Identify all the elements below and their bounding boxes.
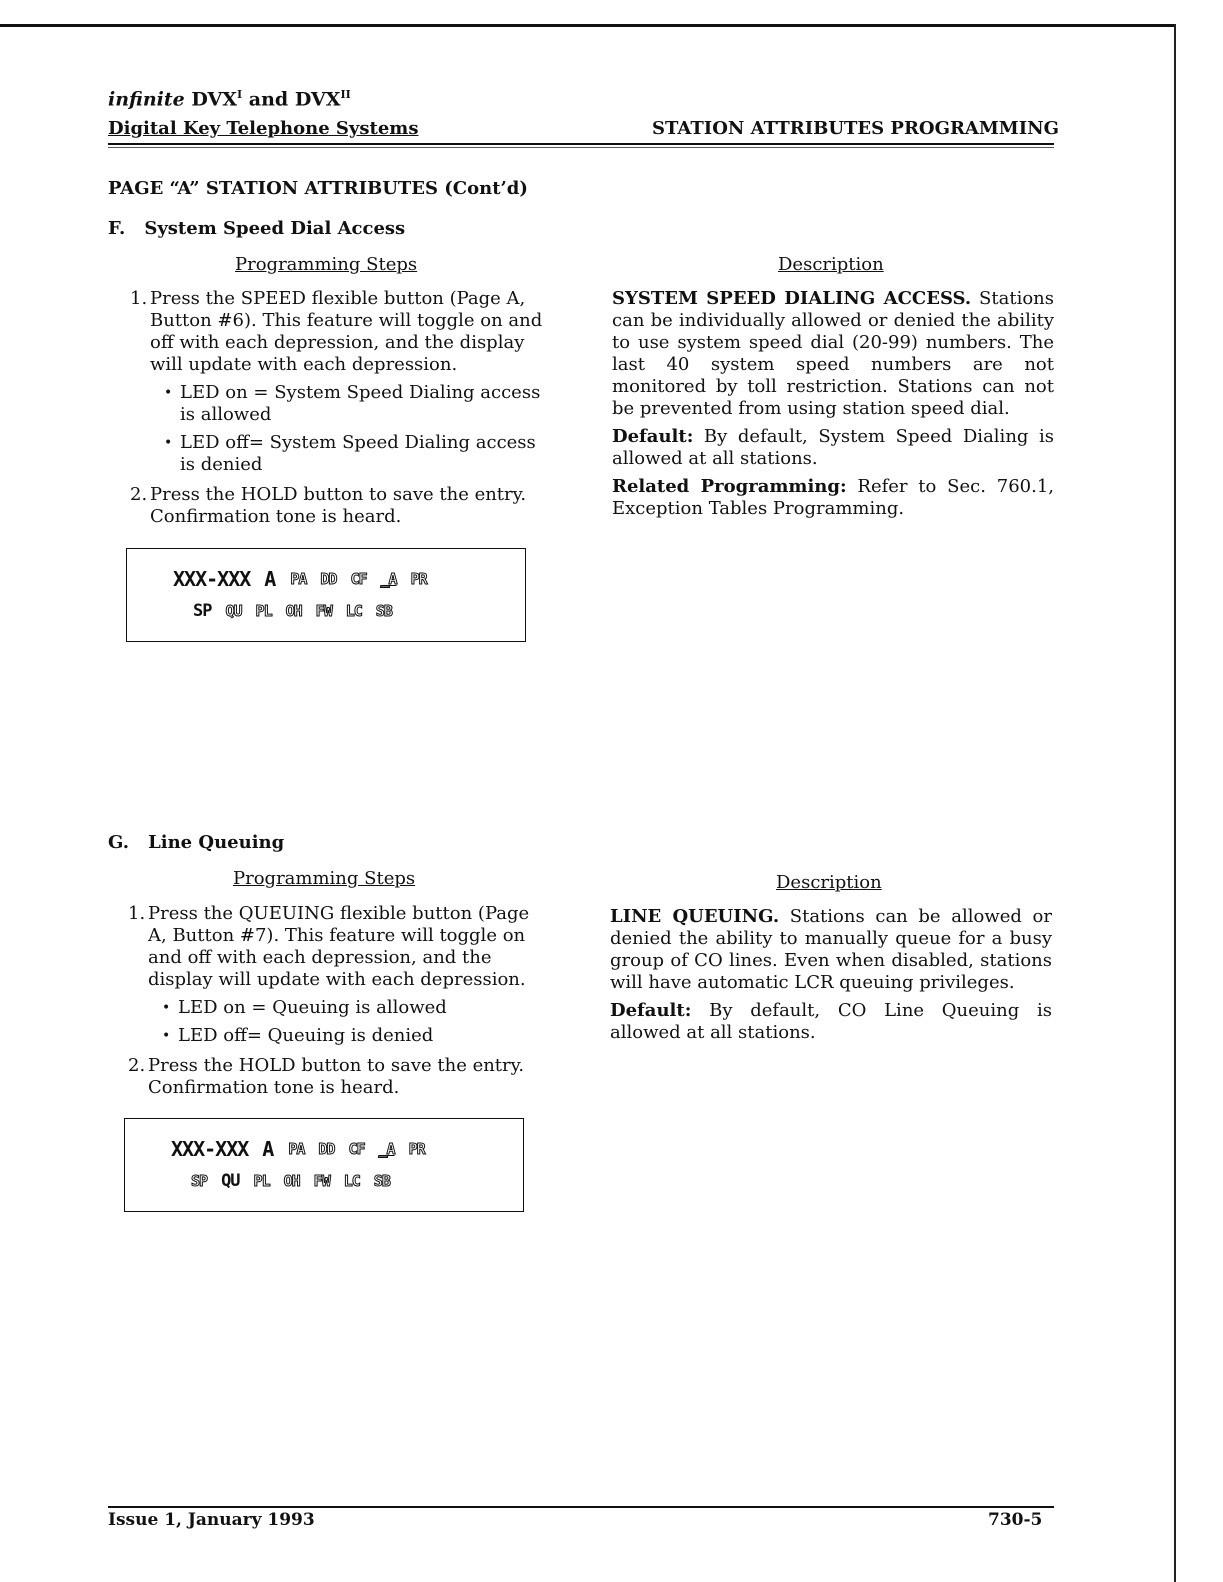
- desc-default: [610, 1000, 1052, 1044]
- section-f-heading: [108, 218, 405, 239]
- lcd-ind-cf: CF: [348, 1140, 365, 1158]
- lcd-ind-sp: SP: [191, 1172, 208, 1190]
- section-g-heading: [108, 832, 284, 853]
- section-g-desc-heading: Description: [776, 872, 882, 893]
- lcd-row-1: [171, 1137, 439, 1161]
- desc-paragraph: [610, 906, 1052, 994]
- bullet-led-off: • LED off= System Speed Dialing access is denied: [162, 432, 545, 476]
- step-1: [130, 288, 545, 476]
- bullet-led-on: • LED on = Queuing is allowed: [160, 997, 543, 1019]
- lcd-ind-pl: PL: [255, 602, 272, 620]
- step-text: Press the HOLD button to save the entry. Confirmation tone is heard.: [150, 484, 527, 527]
- bullet-led-on: • LED on = System Speed Dialing access is allowed: [162, 382, 545, 426]
- brand-sup1: I: [237, 88, 243, 101]
- section-f-lcd-display: [126, 548, 526, 642]
- lcd-ind-lc: LC: [343, 1172, 360, 1190]
- lcd-page-mode: A: [262, 1137, 275, 1161]
- step-number: 2.: [128, 1055, 146, 1076]
- step-2: [130, 484, 545, 528]
- header-rule-thin: [108, 147, 1054, 148]
- lcd-ind-a: _A: [378, 1140, 395, 1158]
- step-text: Press the QUEUING flexible button (Page A, Button #7). This feature will toggle on and off with each depression, and the display will update with each depression.: [148, 903, 530, 990]
- desc-bold: LINE QUEUING.: [610, 906, 780, 927]
- lcd-row-1: [173, 567, 441, 591]
- section-g-steps-heading: Programming Steps: [233, 868, 416, 889]
- right-border-rule: [1174, 24, 1176, 1582]
- desc-default: [612, 426, 1054, 470]
- desc-text: Refer to Sec. 760.1, Exception Tables Programming.: [612, 476, 1054, 519]
- lcd-ind-oh: OH: [283, 1172, 300, 1190]
- brand-dvx1: DVX: [191, 88, 238, 111]
- lcd-ind-dd: DD: [320, 570, 337, 588]
- step-number: 1.: [128, 903, 146, 924]
- lcd-station-code: XXX-XXX: [171, 1137, 249, 1161]
- step-1: [128, 903, 543, 1047]
- section-g-title: Line Queuing: [148, 832, 285, 853]
- lcd-row-2: [193, 601, 406, 621]
- page-heading: PAGE “A” STATION ATTRIBUTES (Cont’d): [108, 178, 528, 199]
- lcd-ind-dd: DD: [318, 1140, 335, 1158]
- lcd-ind-pr: PR: [408, 1140, 425, 1158]
- section-g-description: [610, 906, 1052, 1050]
- step-text: Press the SPEED flexible button (Page A, Button #6). This feature will toggle on and off with each depression, and the display will update with each depression.: [150, 288, 543, 375]
- desc-text: Stations can be individually allowed or denied the ability to use system speed dial (20-99) numbers. The last 40 system speed numbers are not monitored by toll restriction. Stations can not be prevented from using station speed dial.: [612, 288, 1054, 419]
- step-2: [128, 1055, 543, 1099]
- brand-subtitle: Digital Key Telephone Systems: [108, 118, 419, 139]
- section-f-steps: [130, 288, 545, 536]
- desc-bold: SYSTEM SPEED DIALING ACCESS.: [612, 288, 972, 309]
- step-text: Press the HOLD button to save the entry. Confirmation tone is heard.: [148, 1055, 525, 1098]
- lcd-ind-sb: SB: [373, 1172, 390, 1190]
- footer-page-number: 730-5: [988, 1510, 1043, 1530]
- lcd-ind-sp: SP: [193, 601, 212, 621]
- desc-bold: Default:: [610, 1000, 692, 1021]
- section-f-description: [612, 288, 1054, 526]
- lcd-ind-pa: PA: [290, 570, 307, 588]
- lcd-ind-pa: PA: [288, 1140, 305, 1158]
- brand-sup2: II: [340, 88, 351, 101]
- brand-italic: infinite: [108, 88, 185, 111]
- desc-text: Stations can be allowed or denied the ability to manually queue for a busy group of CO lines. Even when disabled, stations will have automatic LCR queuing privileges.: [610, 906, 1052, 993]
- desc-bold: Related Programming:: [612, 476, 847, 497]
- lcd-ind-cf: CF: [350, 570, 367, 588]
- section-f-letter: F.: [108, 218, 126, 239]
- lcd-page-mode: A: [264, 567, 277, 591]
- lcd-ind-fw: FW: [315, 602, 332, 620]
- lcd-station-code: XXX-XXX: [173, 567, 251, 591]
- step-number: 1.: [130, 288, 148, 309]
- footer-issue: Issue 1, January 1993: [108, 1510, 315, 1530]
- section-g-letter: G.: [108, 832, 129, 853]
- lcd-ind-pr: PR: [410, 570, 427, 588]
- lcd-ind-lc: LC: [345, 602, 362, 620]
- desc-text: By default, System Speed Dialing is allowed at all stations.: [612, 426, 1054, 469]
- step-number: 2.: [130, 484, 148, 505]
- lcd-ind-fw: FW: [313, 1172, 330, 1190]
- lcd-row-2: [191, 1171, 404, 1191]
- desc-bold: Default:: [612, 426, 694, 447]
- section-title: STATION ATTRIBUTES PROGRAMMING: [652, 118, 1059, 139]
- bullet-led-off: • LED off= Queuing is denied: [160, 1025, 543, 1047]
- lcd-ind-oh: OH: [285, 602, 302, 620]
- brand-title: [108, 88, 351, 110]
- section-g-lcd-display: [124, 1118, 524, 1212]
- lcd-ind-qu: QU: [221, 1171, 240, 1191]
- desc-paragraph: [612, 288, 1054, 420]
- section-f-desc-heading: Description: [778, 254, 884, 275]
- desc-related: [612, 476, 1054, 520]
- brand-dvx2: DVX: [294, 88, 341, 111]
- lcd-ind-qu: QU: [225, 602, 242, 620]
- section-f-steps-heading: Programming Steps: [235, 254, 418, 275]
- footer-rule: [108, 1506, 1054, 1508]
- section-g-steps: [128, 903, 543, 1107]
- lcd-ind-sb: SB: [375, 602, 392, 620]
- desc-text: By default, CO Line Queuing is allowed at all stations.: [610, 1000, 1052, 1043]
- lcd-ind-a: _A: [380, 570, 397, 588]
- header-rule: [108, 143, 1054, 145]
- brand-and: and: [248, 88, 289, 111]
- lcd-ind-pl: PL: [253, 1172, 270, 1190]
- section-f-title: System Speed Dial Access: [144, 218, 406, 239]
- top-border-rule: [0, 24, 1176, 27]
